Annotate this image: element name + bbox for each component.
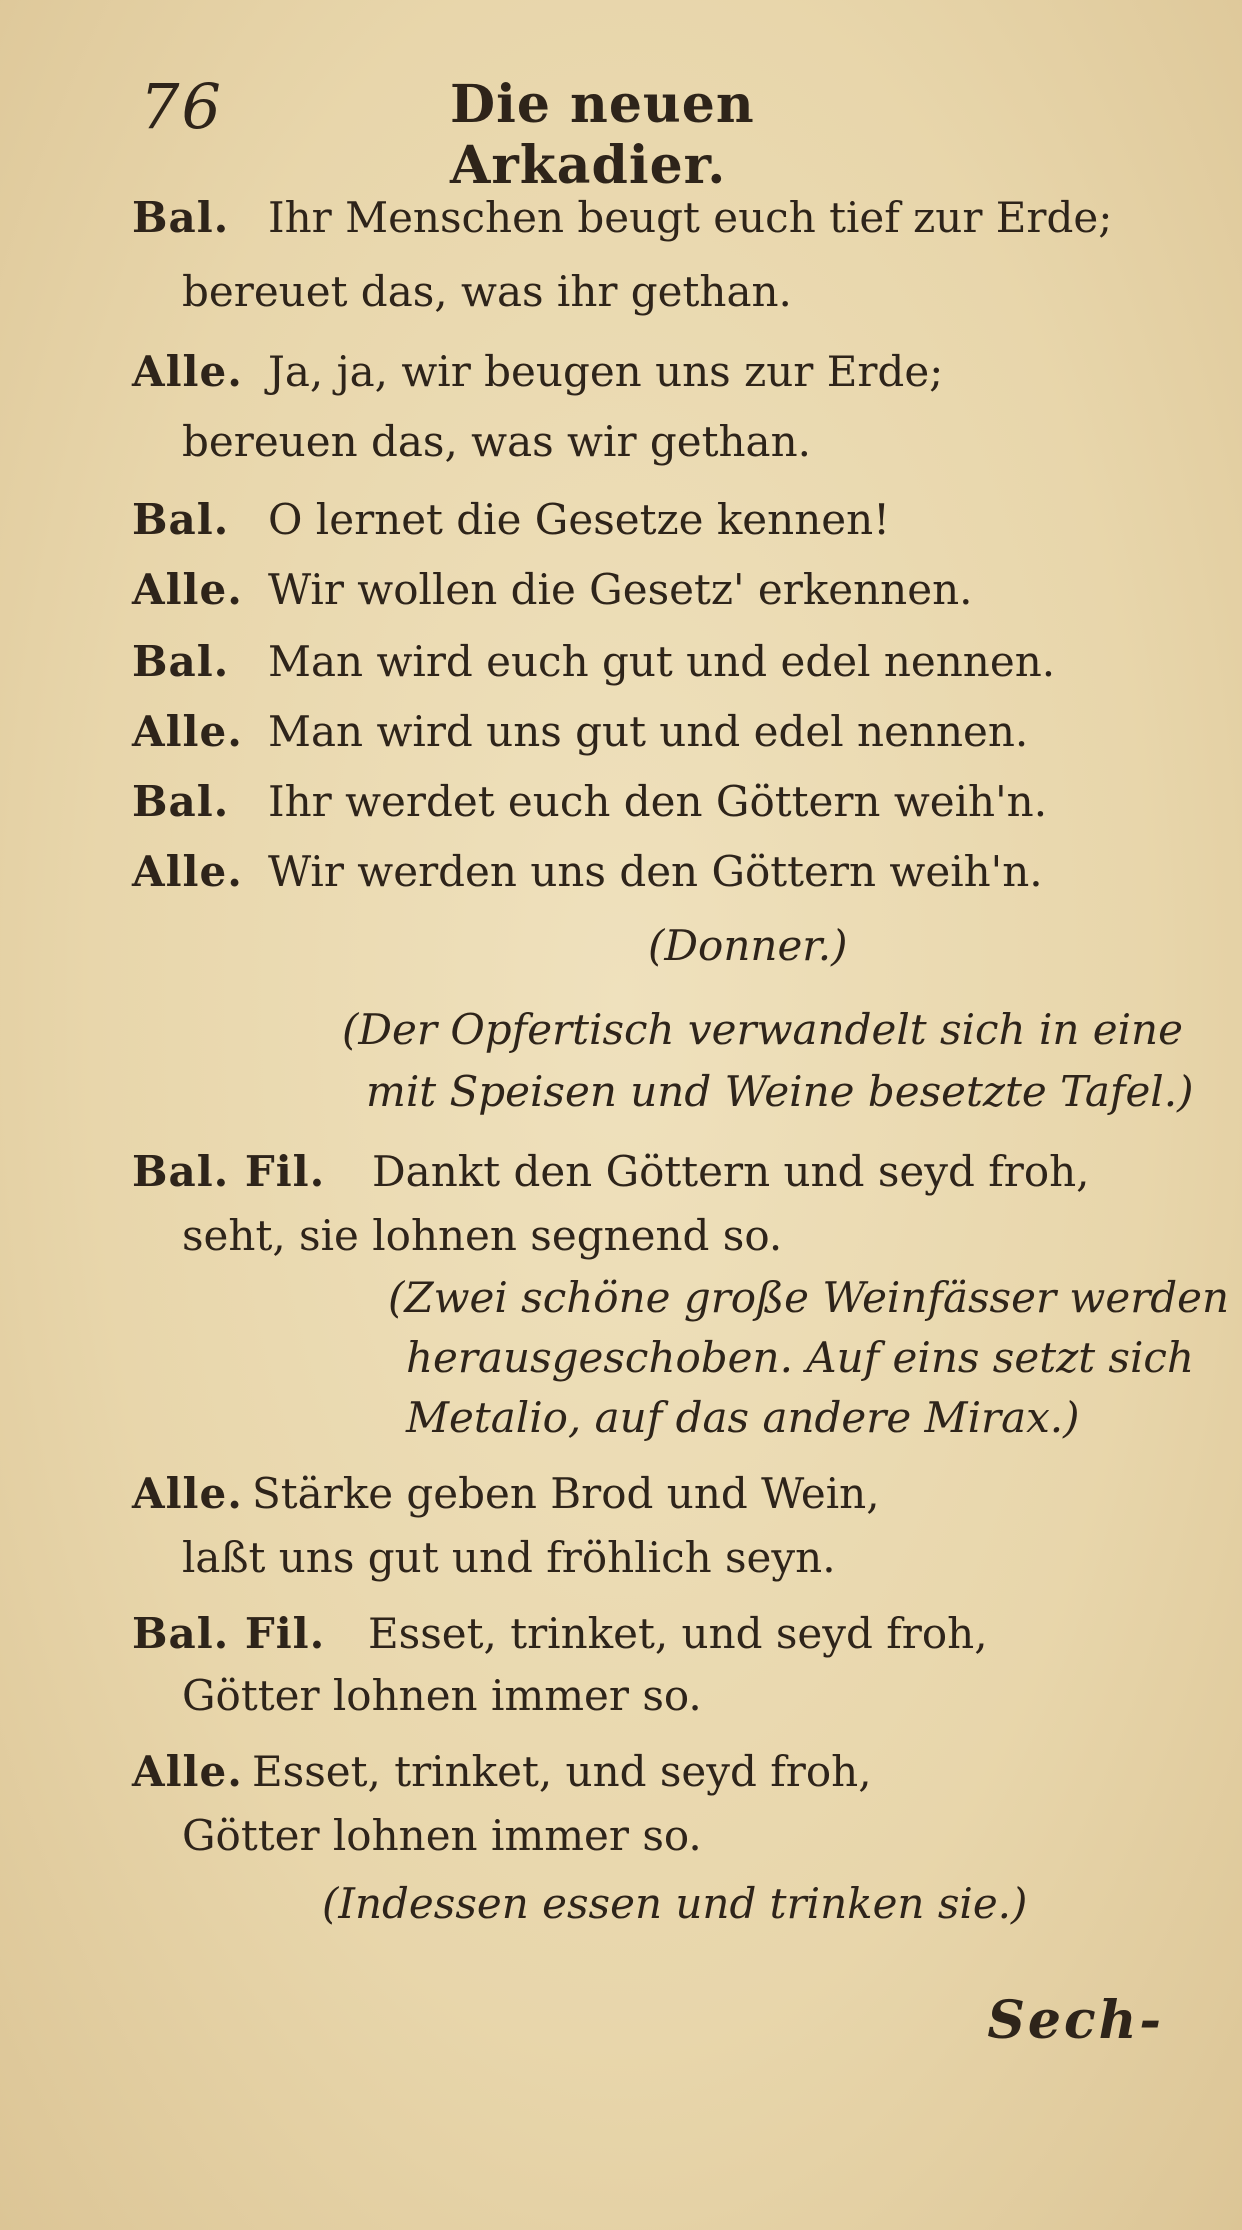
dialogue-line [0, 702, 1242, 762]
dialogue-line [0, 772, 1242, 832]
stage-direction [0, 1328, 1242, 1388]
speaker-name: Alle. [132, 347, 243, 396]
stage-direction [0, 1000, 1242, 1060]
spoken-text: seht, sie lohnen segnend so. [182, 1211, 783, 1260]
stage-direction-text: herausgeschoben. Auf eins setzt sich [406, 1333, 1194, 1382]
speaker-name: Bal. Fil. [132, 1147, 326, 1196]
spoken-text: bereuet das, was ihr gethan. [182, 267, 792, 316]
speaker-name: Alle. [132, 1747, 243, 1796]
spoken-text: Esset, trinket, und seyd froh, [368, 1609, 988, 1658]
spoken-text: Götter lohnen immer so. [182, 1671, 702, 1720]
stage-direction [0, 1268, 1242, 1328]
dialogue-line [0, 560, 1242, 620]
dialogue-line [0, 1464, 1242, 1524]
dialogue-line [0, 1142, 1242, 1202]
spoken-text: Dankt den Göttern und seyd froh, [372, 1147, 1090, 1196]
stage-direction [0, 1062, 1242, 1122]
spoken-text: Götter lohnen immer so. [182, 1811, 702, 1860]
stage-direction-text: (Zwei schöne große Weinfässer werden [388, 1273, 1230, 1322]
spoken-text: Man wird euch gut und edel nennen. [268, 637, 1056, 686]
dialogue-line [0, 342, 1242, 402]
stage-direction [0, 1874, 1242, 1934]
running-title: Die neuen Arkadier. [450, 74, 755, 196]
spoken-text: Ihr werdet euch den Göttern weih'n. [268, 777, 1048, 826]
speaker-name: Bal. Fil. [132, 1609, 326, 1658]
stage-direction-text: (Donner.) [648, 921, 848, 970]
dialogue-continuation [0, 262, 1242, 322]
dialogue-line [0, 1742, 1242, 1802]
stage-direction-text: (Indessen essen und trinken sie.) [322, 1879, 1028, 1928]
spoken-text: Wir werden uns den Göttern weih'n. [268, 847, 1043, 896]
stage-direction-text: mit Speisen und Weine besetzte Tafel.) [366, 1067, 1194, 1116]
dialogue-line [0, 632, 1242, 692]
dialogue-continuation [0, 1666, 1242, 1726]
spoken-text: bereuen das, was wir gethan. [182, 417, 811, 466]
spoken-text: Ihr Menschen beugt euch tief zur Erde; [268, 193, 1113, 242]
spoken-text: Stärke geben Brod und Wein, [252, 1469, 880, 1518]
spoken-text: Wir wollen die Gesetz' erkennen. [268, 565, 973, 614]
dialogue-continuation [0, 1206, 1242, 1266]
dialogue-line [0, 842, 1242, 902]
speaker-name: Bal. [132, 193, 230, 242]
stage-direction-text: Metalio, auf das andere Mirax.) [406, 1393, 1080, 1442]
speaker-name: Alle. [132, 847, 243, 896]
speaker-name: Alle. [132, 707, 243, 756]
spoken-text: O lernet die Gesetze kennen! [268, 495, 891, 544]
dialogue-continuation [0, 1806, 1242, 1866]
stage-direction [0, 916, 1242, 976]
dialogue-line [0, 188, 1242, 248]
speaker-name: Bal. [132, 777, 230, 826]
speaker-name: Alle. [132, 565, 243, 614]
spoken-text: laßt uns gut und fröhlich seyn. [182, 1533, 836, 1582]
speaker-name: Bal. [132, 637, 230, 686]
stage-direction [0, 1388, 1242, 1448]
stage-direction-text: (Der Opfertisch verwandelt sich in eine [342, 1005, 1183, 1054]
dialogue-line [0, 490, 1242, 550]
spoken-text: Ja, ja, wir beugen uns zur Erde; [268, 347, 944, 396]
spoken-text: Esset, trinket, und seyd froh, [252, 1747, 872, 1796]
speaker-name: Bal. [132, 495, 230, 544]
dialogue-line [0, 1604, 1242, 1664]
dialogue-continuation [0, 412, 1242, 472]
speaker-name: Alle. [132, 1469, 243, 1518]
page-number: 76 [140, 70, 223, 143]
catchword: Sech- [987, 1990, 1164, 2051]
spoken-text: Man wird uns gut und edel nennen. [268, 707, 1029, 756]
dialogue-continuation [0, 1528, 1242, 1588]
